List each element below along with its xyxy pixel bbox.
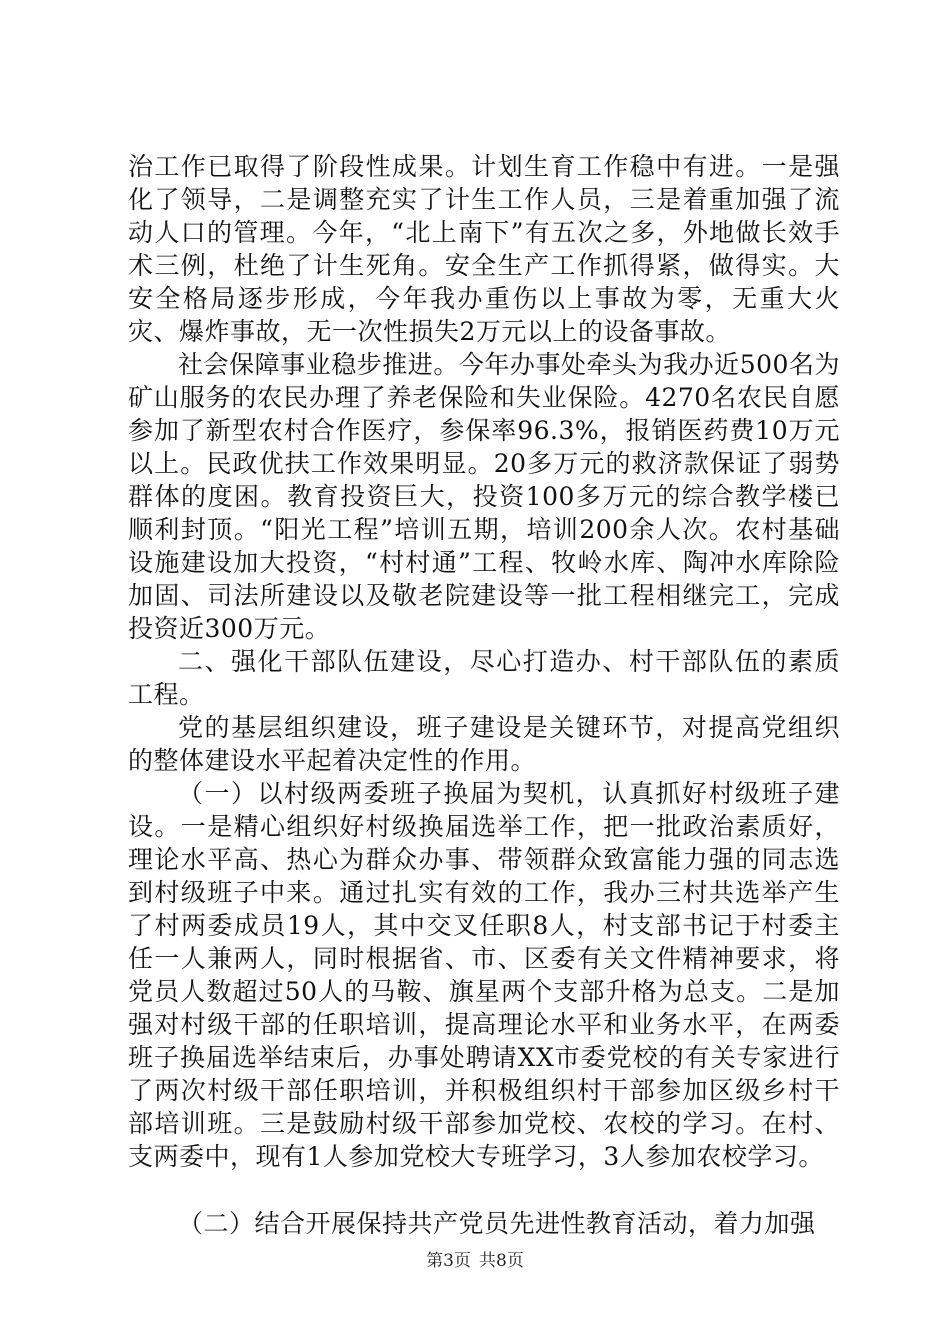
- section-heading-2: 二、强化干部队伍建设，尽心打造办、村干部队伍的素质工程。: [128, 647, 840, 709]
- paragraph-4: （一）以村级两委班子换届为契机，认真抓好村级班子建设。一是精心组织好村级换届选举工作，把一批政治素质好，理论水平高、热心为群众办事、带领群众致富能力强的同志选到村级班子中来。通过扎实有效的工作，我办三村共选举产生了村两委成员19人，其中交叉任职8人，村支部书记于村委主任一人兼两人，同时根据省、市、区委有关文件精神要求，将党员人数超过50人的马鞍、旗星两个支部升格为总支。二是加强对村级干部的任职培训，提高理论水平和业务水平，在两委班子换届选举结束后，办事处聘请XX市委党校的有关专家进行了两次村级干部任职培训，并积极组织村干部参加区级乡村干部培训班。三是鼓励村级干部参加党校、农校的学习。在村、支两委中，现有1人参加党校大专班学习，3人参加农校学习。: [128, 779, 840, 1171]
- paragraph-3: 党的基层组织建设，班子建设是关键环节，对提高党组织的整体建设水平起着决定性的作用。: [128, 713, 840, 775]
- paragraph-2: 社会保障事业稳步推进。今年办事处牵头为我办近500名为矿山服务的农民办理了养老保险和失业保险。4270名农民自愿参加了新型农村合作医疗，参保率96.3%，报销医药费10万元以上。民政优扶工作效果明显。20多万元的救济款保证了弱势群体的度困。教育投资巨大，投资100多万元的综合教学楼已顺利封顶。“阳光工程”培训五期，培训200余人次。农村基础设施建设加大投资，“村村通”工程、牧岭水库、陶冲水库除险加固、司法所建设以及敬老院建设等一批工程相继完工，完成投资近300万元。: [128, 350, 840, 643]
- paragraph-5: （二）结合开展保持共产党员先进性教育活动，着力加强: [178, 1209, 816, 1238]
- page-footer: [0, 1246, 950, 1271]
- document-body: [128, 150, 840, 1240]
- page-number: 第3页: [426, 1251, 471, 1271]
- paragraph-1: 治工作已取得了阶段性成果。计划生育工作稳中有进。一是强化了领导，二是调整充实了计生工作人员，三是着重加强了流动人口的管理。今年，“北上南下”有五次之多，外地做长效手术三例，杜绝了计生死角。安全生产工作抓得紧，做得实。大安全格局逐步形成，今年我办重伤以上事故为零，无重大火灾、爆炸事故，无一次性损失2万元以上的设备事故。: [128, 152, 840, 346]
- page-total: 共8页: [479, 1251, 524, 1271]
